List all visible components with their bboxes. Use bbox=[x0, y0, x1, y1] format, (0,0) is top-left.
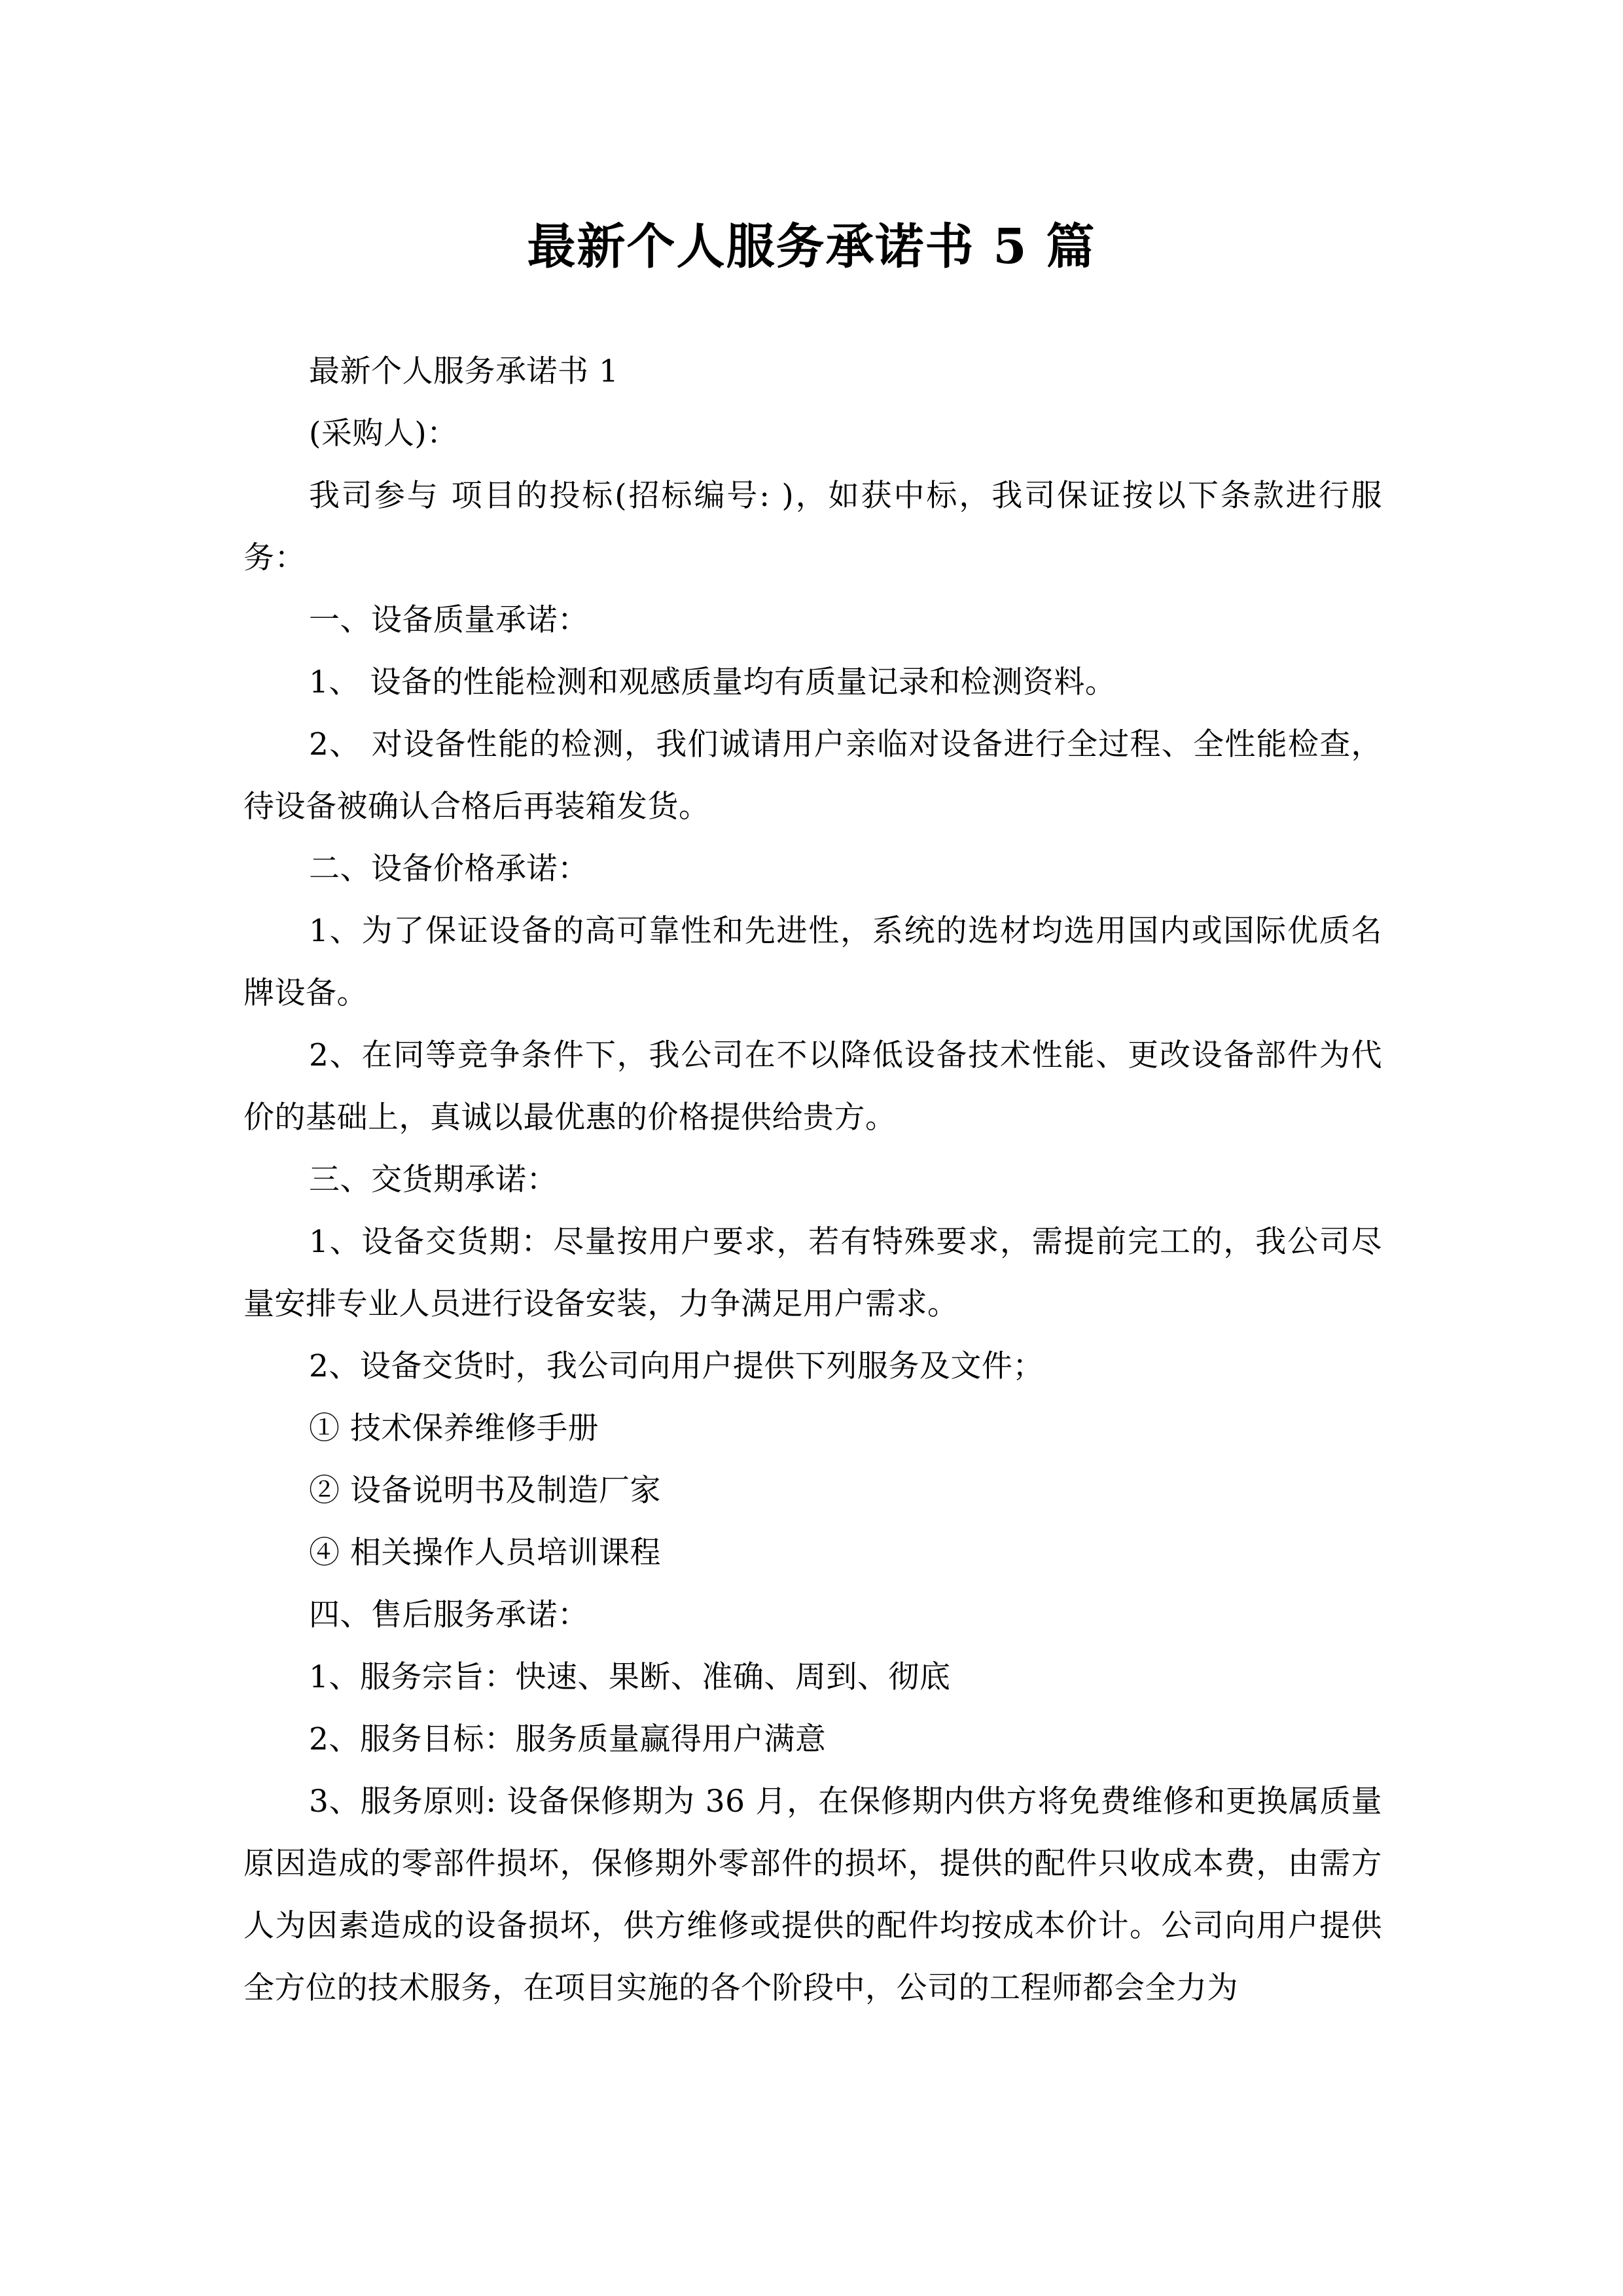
paragraph: 2、设备交货时，我公司向用户提供下列服务及文件； bbox=[309, 1348, 1044, 1384]
paragraph: 2、服务目标：服务质量赢得用户满意 bbox=[309, 1721, 827, 1757]
paragraph: 1、 设备的性能检测和观感质量均有质量记录和检测资料。 bbox=[309, 664, 1116, 700]
section-heading: 三、交货期承诺： bbox=[309, 1162, 558, 1198]
paragraph: 1、服务宗旨：快速、果断、准确、周到、彻底 bbox=[309, 1659, 951, 1695]
paragraph: 最新个人服务承诺书 1 bbox=[309, 353, 619, 389]
list-item: ② 设备说明书及制造厂家 bbox=[309, 1473, 661, 1509]
paragraph: 1、设备交货期：尽量按用户要求，若有特殊要求，需提前完工的，我公司尽量安排专业人员进行设备安装，力争满足用户需求。 bbox=[243, 1224, 1382, 1322]
paragraph: 1、为了保证设备的高可靠性和先进性，系统的选材均选用国内或国际优质名牌设备。 bbox=[243, 913, 1382, 1011]
section-heading: 四、售后服务承诺： bbox=[309, 1597, 589, 1633]
paragraph: 2、在同等竞争条件下，我公司在不以降低设备技术性能、更改设备部件为代价的基础上，真诚以最优惠的价格提供给贵方。 bbox=[243, 1037, 1382, 1136]
section-heading: 一、设备质量承诺： bbox=[309, 602, 589, 638]
list-item: ① 技术保养维修手册 bbox=[309, 1410, 599, 1446]
list-item: ④ 相关操作人员培训课程 bbox=[309, 1535, 661, 1571]
paragraph: 3、服务原则: 设备保修期为 36 月，在保修期内供方将免费维修和更换属质量原因造成的零部件损坏，保修期外零部件的损坏，提供的配件只收成本费，由需方人为因素造成的设备损坏，供方维修或提供的配件均按成本价计。公司向用户提供全方位的技术服务，在项目实施的各个阶段中，公司的工程师都会全力为 bbox=[243, 1784, 1382, 2006]
paragraph: 我司参与 项目的投标(招标编号: )，如获中标，我司保证按以下条款进行服务： bbox=[243, 478, 1382, 576]
section-heading: 二、设备价格承诺： bbox=[309, 851, 589, 887]
document-body bbox=[243, 340, 1382, 2019]
paragraph: 2、 对设备性能的检测，我们诚请用户亲临对设备进行全过程、全性能检查，待设备被确认合格后再装箱发货。 bbox=[243, 726, 1382, 825]
paragraph: (采购人)： bbox=[309, 416, 458, 452]
page-title: 最新个人服务承诺书 5 篇 bbox=[527, 218, 1096, 275]
